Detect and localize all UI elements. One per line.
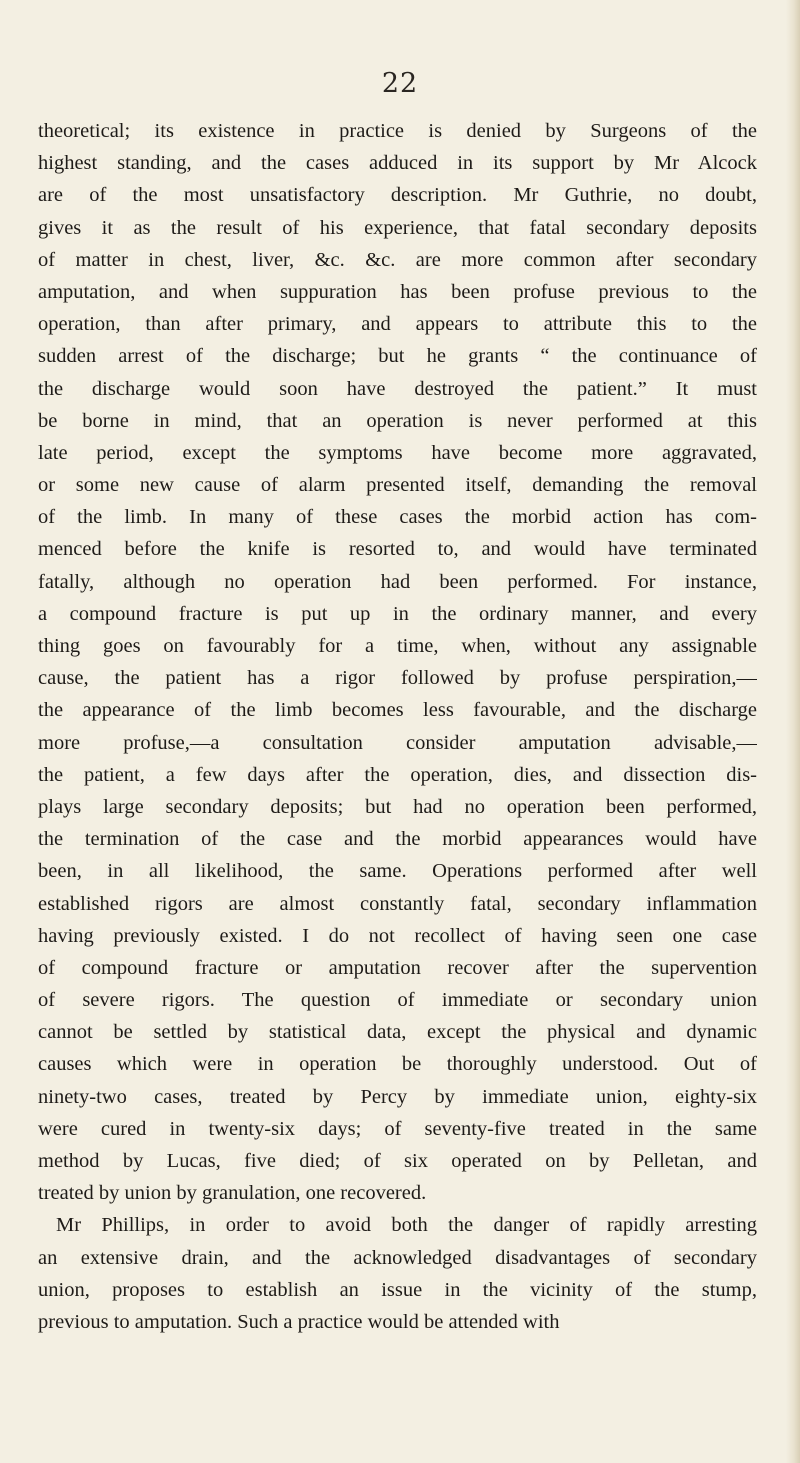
text-line: operation, than after primary, and appears to attribute this to the: [38, 313, 757, 336]
text-line: of the limb. In many of these cases the morbid action has com-: [38, 506, 757, 529]
text-line: theoretical; its existence in practice is denied by Surgeons of the: [38, 120, 757, 142]
text-line: were cured in twenty-six days; of seventy-five treated in the same: [38, 1117, 757, 1140]
text-line: union, proposes to establish an issue in the vicinity of the stump,: [38, 1278, 757, 1301]
text-line: established rigors are almost constantly fatal, secondary inflammation: [38, 892, 757, 915]
text-line: the termination of the case and the morbid appearances would have: [38, 828, 757, 851]
text-line: treated by union by granulation, one recovered.: [38, 1182, 427, 1205]
text-line: previous to amputation. Such a practice would be attended with: [38, 1310, 560, 1333]
text-line: gives it as the result of his experience, that fatal secondary deposits: [38, 216, 757, 239]
text-line: amputation, and when suppuration has been profuse previous to the: [38, 280, 757, 303]
text-line: highest standing, and the cases adduced in its support by Mr Alcock: [38, 152, 757, 175]
page-number: 22: [381, 68, 419, 99]
text-line: cause, the patient has a rigor followed by profuse perspiration,—: [38, 667, 757, 690]
text-line: sudden arrest of the discharge; but he grants “ the continuance of: [38, 345, 757, 368]
text-line: plays large secondary deposits; but had no operation been performed,: [38, 795, 757, 818]
text-line: cannot be settled by statistical data, except the physical and dynamic: [38, 1021, 757, 1044]
text-line: the discharge would soon have destroyed the patient.” It must: [38, 377, 757, 400]
text-line: method by Lucas, five died; of six operated on by Pelletan, and: [38, 1150, 757, 1172]
text-line: be borne in mind, that an operation is never performed at this: [38, 409, 757, 432]
text-line: of compound fracture or amputation recover after the supervention: [38, 956, 757, 979]
body-text: [38, 115, 757, 1338]
text-line: been, in all likelihood, the same. Operations performed after well: [38, 860, 757, 883]
text-line: more profuse,—a consultation consider amputation advisable,—: [38, 731, 757, 754]
text-line: the patient, a few days after the operation, dies, and dissection dis-: [38, 763, 757, 786]
text-line: the appearance of the limb becomes less favourable, and the discharge: [38, 699, 757, 722]
text-line: ninety-two cases, treated by Percy by immediate union, eighty-six: [38, 1085, 757, 1108]
text-line: thing goes on favourably for a time, when, without any assignable: [38, 635, 757, 657]
text-line: or some new cause of alarm presented itself, demanding the removal: [38, 474, 757, 497]
text-line: causes which were in operation be thoroughly understood. Out of: [38, 1053, 757, 1076]
text-line: fatally, although no operation had been performed. For instance,: [38, 570, 757, 593]
text-line: having previously existed. I do not recollect of having seen one case: [38, 924, 757, 947]
text-line: of severe rigors. The question of immediate or secondary union: [38, 989, 757, 1012]
page-edge-shadow: [786, 0, 800, 1463]
text-line: menced before the knife is resorted to, and would have terminated: [38, 538, 757, 561]
text-line: an extensive drain, and the acknowledged disadvantages of secondary: [38, 1246, 757, 1269]
text-line: late period, except the symptoms have become more aggravated,: [38, 441, 757, 464]
text-line: of matter in chest, liver, &c. &c. are more common after secondary: [38, 248, 757, 271]
text-line: are of the most unsatisfactory description. Mr Guthrie, no doubt,: [38, 184, 757, 207]
text-line: a compound fracture is put up in the ordinary manner, and every: [38, 602, 757, 625]
text-line: Mr Phillips, in order to avoid both the danger of rapidly arresting: [56, 1214, 757, 1237]
